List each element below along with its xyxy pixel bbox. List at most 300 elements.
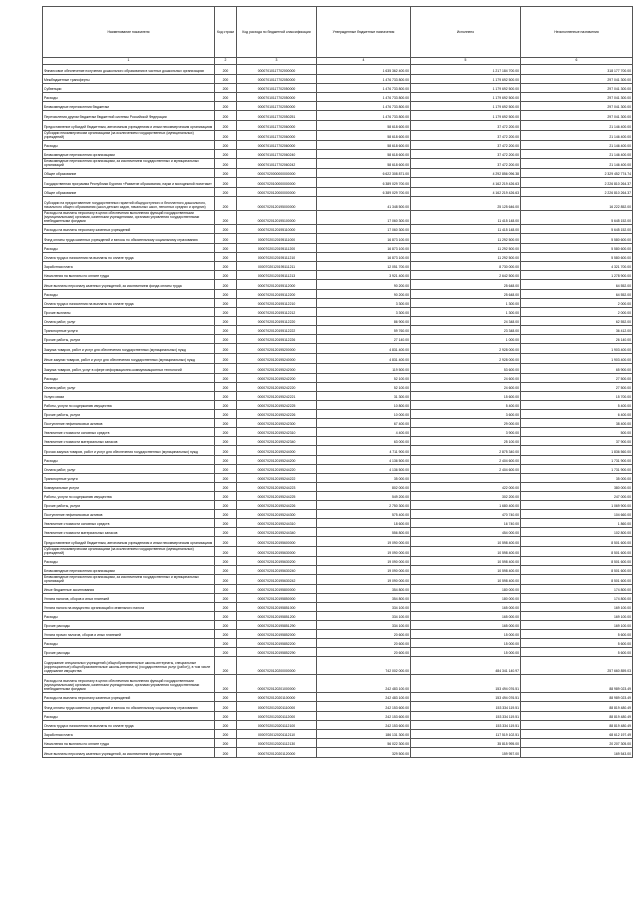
row-line-code: 200 (215, 141, 237, 150)
row-executed-amount: 8 730 000.00 (411, 262, 521, 271)
row-remaining-amount: 247 000.00 (521, 492, 633, 501)
row-remaining-amount: 5 400.00 (521, 401, 633, 410)
table-row (43, 603, 633, 612)
row-line-code: 200 (215, 612, 237, 621)
row-indicator-name: Прочие работы, услуги (43, 410, 215, 419)
row-classification-code: 00007020120195850000 (237, 594, 317, 603)
row-approved-amount: 16 873 100.00 (317, 244, 411, 253)
row-indicator-name: Безвозмездные перечисления бюджетам (43, 102, 215, 111)
row-indicator-name: Расходы (43, 244, 215, 253)
row-approved-amount: 19 090 000.00 (317, 566, 411, 575)
row-line-code: 200 (215, 335, 237, 344)
table-row (43, 630, 633, 639)
row-line-code: 200 (215, 730, 237, 739)
row-line-code: 200 (215, 178, 237, 188)
row-line-code: 200 (215, 712, 237, 721)
table-row (43, 474, 633, 483)
row-approved-amount: 20 600.00 (317, 630, 411, 639)
row-executed-amount: 422 000.00 (411, 483, 521, 492)
row-remaining-amount: 88 989 023.49 (521, 675, 633, 693)
row-classification-code: 00007020120195630240 (237, 566, 317, 575)
row-line-code: 200 (215, 121, 237, 131)
table-row (43, 169, 633, 178)
row-classification-code: 00007020120195111200 (237, 244, 317, 253)
row-executed-amount: 35 815 995.00 (411, 739, 521, 748)
row-indicator-name: Безвозмездные перечисления организациям (43, 566, 215, 575)
row-approved-amount: 4 831 400.00 (317, 344, 411, 354)
row-executed-amount: 180 000.00 (411, 585, 521, 594)
row-executed-amount: 153 334 119.51 (411, 721, 521, 730)
row-classification-code: 00007020120195100000 (237, 211, 317, 225)
row-approved-amount: 186 131 300.00 (317, 730, 411, 739)
row-remaining-amount: 2 000.00 (521, 299, 633, 308)
row-remaining-amount: 297 041 300.00 (521, 102, 633, 111)
header-indicator-name: Наименование показателя (43, 7, 215, 58)
row-line-code: 200 (215, 639, 237, 648)
row-indicator-name: Общее образование (43, 188, 215, 197)
row-classification-code: 00007020120201112110 (237, 730, 317, 739)
row-indicator-name: Иные бюджетные ассигнования (43, 585, 215, 594)
row-executed-amount: 29 000.00 (411, 419, 521, 428)
column-number: 4 (317, 58, 411, 65)
row-indicator-name: Прочая закупка товаров, работ и услуг для обеспечения государственных (муниципальных) нужд (43, 446, 215, 456)
row-line-code: 200 (215, 65, 237, 75)
row-remaining-amount: 62 552.00 (521, 317, 633, 326)
row-executed-amount: 11 292 500.00 (411, 234, 521, 244)
row-remaining-amount: 1 903 400.00 (521, 354, 633, 364)
row-classification-code: 00007010117702050251 (237, 111, 317, 121)
table-row (43, 280, 633, 290)
row-line-code: 200 (215, 392, 237, 401)
table-row (43, 374, 633, 383)
row-indicator-name: Прочие выплаты (43, 308, 215, 317)
table-row (43, 639, 633, 648)
row-line-code: 200 (215, 594, 237, 603)
row-remaining-amount: 8 501 600.00 (521, 547, 633, 557)
row-remaining-amount: 2 329 452 774.74 (521, 169, 633, 178)
row-executed-amount: 2 928 000.00 (411, 354, 521, 364)
table-row (43, 244, 633, 253)
row-approved-amount: 1 635 362 400.00 (317, 65, 411, 75)
row-remaining-amount: 15 700.00 (521, 392, 633, 401)
row-remaining-amount: 21 146 400.00 (521, 150, 633, 159)
row-indicator-name: Заработная плата (43, 262, 215, 271)
row-indicator-name: Безвозмездные перечисления организациям (43, 150, 215, 159)
row-approved-amount: 6 389 029 700.00 (317, 188, 411, 197)
row-remaining-amount: 8 501 600.00 (521, 575, 633, 585)
table-row (43, 419, 633, 428)
row-indicator-name: Прочие расходы (43, 621, 215, 630)
table-row (43, 612, 633, 621)
row-executed-amount: 53 600.00 (411, 364, 521, 374)
row-remaining-amount: 36 412.00 (521, 326, 633, 335)
row-approved-amount: 17 060 300.00 (317, 225, 411, 234)
table-row (43, 712, 633, 721)
row-remaining-amount: 297 041 300.00 (521, 93, 633, 102)
row-remaining-amount: 297 041 300.00 (521, 111, 633, 121)
row-indicator-name: Фонд оплаты труда казенных учреждений и взносы по обязательному социальному страхованию (43, 234, 215, 244)
table-row (43, 557, 633, 566)
row-executed-amount: 4 162 219 426.63 (411, 178, 521, 188)
table-row (43, 111, 633, 121)
row-line-code: 200 (215, 657, 237, 675)
table-row (43, 657, 633, 675)
table-row (43, 585, 633, 594)
row-remaining-amount: 500.00 (521, 428, 633, 437)
row-classification-code: 00007010117702060000 (237, 121, 317, 131)
row-line-code: 200 (215, 739, 237, 748)
row-remaining-amount: 1 836 560.00 (521, 446, 633, 456)
row-indicator-name: Расходы (43, 557, 215, 566)
row-executed-amount: 1 179 692 500.00 (411, 102, 521, 111)
row-classification-code: 00007020120195244000 (237, 446, 317, 456)
table-row (43, 621, 633, 630)
row-approved-amount: 1 476 733 800.00 (317, 75, 411, 84)
row-indicator-name: Расходы на выплаты персоналу в целях обеспечения выполнения функций государственными (муниципальными) органами, казенными учреждениями, органами управления государственными внебюджетными фондами (43, 211, 215, 225)
row-line-code: 200 (215, 419, 237, 428)
table-row (43, 317, 633, 326)
row-indicator-name: Фонд оплаты труда казенных учреждений и взносы по обязательному социальному страхованию (43, 702, 215, 712)
row-approved-amount: 20 600.00 (317, 639, 411, 648)
row-classification-code: 00007020120195244200 (237, 456, 317, 465)
row-line-code: 200 (215, 326, 237, 335)
row-remaining-amount: 5 600.00 (521, 630, 633, 639)
row-line-code: 200 (215, 93, 237, 102)
column-number-row (43, 58, 633, 65)
row-executed-amount: 5 400.00 (411, 401, 521, 410)
row-executed-amount: 11 292 500.00 (411, 253, 521, 262)
row-classification-code: 00007020120195630200 (237, 557, 317, 566)
row-approved-amount: 1 476 733 800.00 (317, 84, 411, 93)
row-line-code: 200 (215, 557, 237, 566)
row-remaining-amount: 5 580 600.00 (521, 234, 633, 244)
row-indicator-name: Общее образование (43, 169, 215, 178)
row-approved-amount: 52 100.00 (317, 383, 411, 392)
row-line-code: 200 (215, 75, 237, 84)
row-line-code: 200 (215, 585, 237, 594)
row-executed-amount: 484 341 140.97 (411, 657, 521, 675)
row-line-code: 200 (215, 483, 237, 492)
table-row (43, 693, 633, 702)
row-approved-amount: 242 483 100.00 (317, 675, 411, 693)
row-line-code: 200 (215, 621, 237, 630)
row-line-code: 200 (215, 383, 237, 392)
table-row (43, 131, 633, 141)
row-line-code: 200 (215, 537, 237, 547)
row-classification-code: 00007020120201112000 (237, 712, 317, 721)
row-indicator-name: Расходы на выплаты персоналу казенных учреждений (43, 693, 215, 702)
row-classification-code: 00007020120195111210 (237, 253, 317, 262)
row-classification-code: 00007020120195112200 (237, 290, 317, 299)
row-executed-amount: 25 125 646.00 (411, 197, 521, 211)
row-line-code: 200 (215, 364, 237, 374)
table-row (43, 150, 633, 159)
row-approved-amount: 19 090 000.00 (317, 537, 411, 547)
row-executed-amount: 24 600.00 (411, 374, 521, 383)
row-indicator-name: Содержание специальных учреждений (общеобразовательные школы-интернаты, специальные (коррекционные) общеобразовательные школы-интернаты) (государственных услуг (работ)), в том числе содержание имущества (43, 657, 215, 675)
row-indicator-name: Прочие работы, услуги (43, 335, 215, 344)
row-classification-code: 00007020120195852000 (237, 630, 317, 639)
row-classification-code: 00007020120195242221 (237, 392, 317, 401)
row-line-code: 200 (215, 630, 237, 639)
row-indicator-name: Расходы на выплаты персоналу казенных учреждений (43, 225, 215, 234)
table-row (43, 211, 633, 225)
table-row (43, 748, 633, 758)
row-line-code: 200 (215, 150, 237, 159)
row-classification-code: 00007020120195200000 (237, 344, 317, 354)
row-executed-amount: 25 648.00 (411, 290, 521, 299)
row-indicator-name: Оплата работ, услуг (43, 465, 215, 474)
row-line-code: 200 (215, 519, 237, 528)
row-executed-amount: 15 000.00 (411, 630, 521, 639)
row-classification-code: 00007020120195600000 (237, 537, 317, 547)
row-executed-amount: 24 348.00 (411, 317, 521, 326)
row-indicator-name: Увеличение стоимости материальных запасов (43, 437, 215, 446)
row-remaining-amount: 27 500.00 (521, 383, 633, 392)
row-classification-code: 00007020120195244220 (237, 465, 317, 474)
row-executed-amount: 11 292 500.00 (411, 244, 521, 253)
row-indicator-name: Иные выплаты персоналу казенных учреждений, за исключением фонда оплаты труда (43, 280, 215, 290)
row-classification-code: 00007020120000000000 (237, 188, 317, 197)
row-executed-amount: 16 740.00 (411, 519, 521, 528)
table-row (43, 335, 633, 344)
row-executed-amount: 23 348.00 (411, 326, 521, 335)
table-row (43, 721, 633, 730)
row-approved-amount: 242 153 600.00 (317, 712, 411, 721)
row-approved-amount: 1 476 733 800.00 (317, 93, 411, 102)
row-executed-amount: 4 162 219 426.63 (411, 188, 521, 197)
row-indicator-name: Заработная плата (43, 730, 215, 739)
row-line-code: 200 (215, 354, 237, 364)
table-row (43, 262, 633, 271)
row-approved-amount: 3 921 400.00 (317, 271, 411, 280)
row-classification-code: 00007020120195851290 (237, 621, 317, 630)
row-indicator-name: Закупка товаров, работ и услуг для обеспечения государственных (муниципальных) нужд (43, 344, 215, 354)
row-indicator-name: Расходы (43, 141, 215, 150)
row-classification-code: 00007020120195630000 (237, 547, 317, 557)
row-remaining-amount: 88 819 480.49 (521, 721, 633, 730)
row-classification-code: 00007010117702060242 (237, 159, 317, 169)
row-indicator-name: Увеличение стоимости основных средств (43, 519, 215, 528)
row-executed-amount: 25 100.00 (411, 437, 521, 446)
row-executed-amount: 1 179 692 500.00 (411, 111, 521, 121)
column-number: 6 (521, 58, 633, 65)
row-executed-amount: 1 000.00 (411, 335, 521, 344)
row-line-code: 200 (215, 603, 237, 612)
table-row (43, 102, 633, 111)
table-row (43, 308, 633, 317)
row-line-code: 200 (215, 721, 237, 730)
table-row (43, 410, 633, 419)
row-approved-amount: 56 022 300.00 (317, 739, 411, 748)
row-executed-amount: 165 000.00 (411, 612, 521, 621)
row-indicator-name: Оплата труда и начисления на выплаты по оплате труда (43, 299, 215, 308)
row-executed-amount: 37 472 200.00 (411, 150, 521, 159)
row-classification-code: 00007020120195244310 (237, 519, 317, 528)
row-line-code: 200 (215, 492, 237, 501)
table-row (43, 702, 633, 712)
row-indicator-name: Начисления на выплаты по оплате труда (43, 739, 215, 748)
row-classification-code: 00007020120201112130 (237, 739, 317, 748)
row-indicator-name: Субсидии на предоставление государственных гарантий общедоступного и бесплатного дошкольного, начального общего образования (школ-детских садов, начальных школ, неполных средних и средних) (43, 197, 215, 211)
row-line-code: 200 (215, 748, 237, 758)
table-row (43, 465, 633, 474)
row-executed-amount: 37 472 200.00 (411, 141, 521, 150)
table-row (43, 648, 633, 657)
row-indicator-name: Оплата труда и начисления на выплаты по оплате труда (43, 253, 215, 262)
row-remaining-amount: 65 900.00 (521, 364, 633, 374)
row-remaining-amount: 169 543.00 (521, 748, 633, 758)
row-remaining-amount: 4 321 700.00 (521, 262, 633, 271)
row-executed-amount: 180 000.00 (411, 594, 521, 603)
row-classification-code: 00007020120195242300 (237, 419, 317, 428)
row-classification-code: 00007020120200000000 (237, 657, 317, 675)
row-indicator-name: Межбюджетные трансферты (43, 75, 215, 84)
row-remaining-amount: 102 800.00 (521, 528, 633, 537)
table-row (43, 730, 633, 739)
column-number: 3 (237, 58, 317, 65)
row-classification-code: 00007020120195000000 (237, 197, 317, 211)
row-executed-amount: 15 000.00 (411, 648, 521, 657)
row-classification-code: 00007010117702060000 (237, 131, 317, 141)
row-indicator-name: Иные выплаты персоналу казенных учреждений, за исключением фонда оплаты труда (43, 748, 215, 758)
row-classification-code: 00007010117702050000 (237, 93, 317, 102)
row-remaining-amount: 5 645 152.00 (521, 211, 633, 225)
row-indicator-name: Расходы (43, 612, 215, 621)
row-classification-code: 00007010117702050000 (237, 84, 317, 93)
row-executed-amount: 470 740.00 (411, 510, 521, 519)
row-indicator-name: Начисления на выплаты по оплате труда (43, 271, 215, 280)
row-classification-code: 00007020120195852200 (237, 639, 317, 648)
row-approved-amount: 19 090 000.00 (317, 557, 411, 566)
row-indicator-name: Уплата прочих налогов, сборов и иных платежей (43, 630, 215, 639)
row-classification-code: 00007010117702000000 (237, 65, 317, 75)
row-classification-code: 00007010117702050000 (237, 75, 317, 84)
row-classification-code: 00007020120201100000 (237, 693, 317, 702)
row-classification-code: 00007010117702060000 (237, 141, 317, 150)
row-approved-amount: 58 618 600.00 (317, 131, 411, 141)
row-executed-amount: 1 179 692 500.00 (411, 93, 521, 102)
row-approved-amount: 1 476 733 800.00 (317, 102, 411, 111)
row-approved-amount: 242 483 100.00 (317, 693, 411, 702)
budget-execution-table (42, 6, 633, 758)
row-line-code: 200 (215, 693, 237, 702)
row-remaining-amount: 8 501 600.00 (521, 566, 633, 575)
row-executed-amount: 153 494 076.51 (411, 675, 521, 693)
row-indicator-name: Субвенции (43, 84, 215, 93)
row-remaining-amount: 297 041 300.00 (521, 75, 633, 84)
row-indicator-name: Расходы (43, 374, 215, 383)
row-approved-amount: 4 136 500.00 (317, 456, 411, 465)
row-remaining-amount: 104 660.00 (521, 510, 633, 519)
row-remaining-amount: 88 819 480.49 (521, 702, 633, 712)
row-remaining-amount: 5 600.00 (521, 639, 633, 648)
row-line-code: 200 (215, 102, 237, 111)
row-remaining-amount: 5 580 600.00 (521, 244, 633, 253)
table-row (43, 483, 633, 492)
row-remaining-amount: 174 800.00 (521, 594, 633, 603)
row-executed-amount: 1 217 184 700.00 (411, 65, 521, 75)
column-number: 2 (215, 58, 237, 65)
row-executed-amount: 4 292 856 096.38 (411, 169, 521, 178)
row-classification-code: 00007020120195112222 (237, 326, 317, 335)
row-remaining-amount: 380 000.00 (521, 483, 633, 492)
row-line-code: 200 (215, 456, 237, 465)
row-classification-code: 00007020120195112226 (237, 335, 317, 344)
row-executed-amount: 117 519 102.51 (411, 730, 521, 739)
row-approved-amount: 3 300.00 (317, 299, 411, 308)
row-line-code: 200 (215, 702, 237, 712)
row-executed-amount: 2 642 500.00 (411, 271, 521, 280)
row-approved-amount: 242 153 600.00 (317, 721, 411, 730)
header-unexecuted-appropriations: Неисполненные назначения (521, 7, 633, 58)
row-approved-amount: 4 711 900.00 (317, 446, 411, 456)
row-line-code: 200 (215, 501, 237, 510)
row-approved-amount: 10 800.00 (317, 401, 411, 410)
row-indicator-name: Услуги связи (43, 392, 215, 401)
row-approved-amount: 575 400.00 (317, 510, 411, 519)
row-approved-amount: 10 000.00 (317, 410, 411, 419)
table-row (43, 197, 633, 211)
table-row (43, 364, 633, 374)
row-executed-amount: 1 680 400.00 (411, 501, 521, 510)
table-row (43, 141, 633, 150)
row-classification-code: 00007020120195242220 (237, 383, 317, 392)
row-classification-code: 00007020120195242340 (237, 437, 317, 446)
table-row (43, 528, 633, 537)
row-approved-amount: 41 348 500.00 (317, 197, 411, 211)
row-classification-code: 00007020000000000000 (237, 169, 317, 178)
table-row (43, 739, 633, 748)
row-executed-amount: 153 494 076.51 (411, 693, 521, 702)
row-approved-amount: 334 100.00 (317, 612, 411, 621)
row-executed-amount: 24 600.00 (411, 383, 521, 392)
table-row (43, 159, 633, 169)
row-classification-code: 00007020120201000000 (237, 675, 317, 693)
row-approved-amount: 16 873 100.00 (317, 234, 411, 244)
row-executed-amount: 1 179 692 500.00 (411, 75, 521, 84)
row-approved-amount: 19 090 000.00 (317, 575, 411, 585)
row-remaining-amount: 1 069 900.00 (521, 501, 633, 510)
row-executed-amount: 25 648.00 (411, 280, 521, 290)
row-approved-amount: 20 600.00 (317, 648, 411, 657)
row-executed-amount: 10 598 400.00 (411, 575, 521, 585)
row-line-code: 200 (215, 308, 237, 317)
row-remaining-amount: 1 731 900.00 (521, 456, 633, 465)
row-classification-code: 00007020120195111000 (237, 234, 317, 244)
row-line-code: 200 (215, 566, 237, 575)
row-remaining-amount: 16 222 852.00 (521, 197, 633, 211)
row-remaining-amount: 169 100.00 (521, 621, 633, 630)
row-classification-code: 00007020120195112000 (237, 280, 317, 290)
row-executed-amount: 1 300.00 (411, 299, 521, 308)
row-approved-amount: 6 622 308 871.00 (317, 169, 411, 178)
row-executed-amount: 165 000.00 (411, 621, 521, 630)
row-line-code: 200 (215, 280, 237, 290)
row-remaining-amount: 8 501 600.00 (521, 537, 633, 547)
row-executed-amount: 2 404 600.00 (411, 456, 521, 465)
row-remaining-amount: 21 146 400.00 (521, 131, 633, 141)
row-executed-amount: 10 598 400.00 (411, 566, 521, 575)
row-line-code: 200 (215, 547, 237, 557)
row-line-code: 200 (215, 474, 237, 483)
row-classification-code: 00007020120195244222 (237, 474, 317, 483)
row-approved-amount: 329 500.00 (317, 748, 411, 758)
table-row (43, 271, 633, 280)
row-line-code: 200 (215, 437, 237, 446)
row-executed-amount: 37 472 200.00 (411, 131, 521, 141)
table-row (43, 383, 633, 392)
